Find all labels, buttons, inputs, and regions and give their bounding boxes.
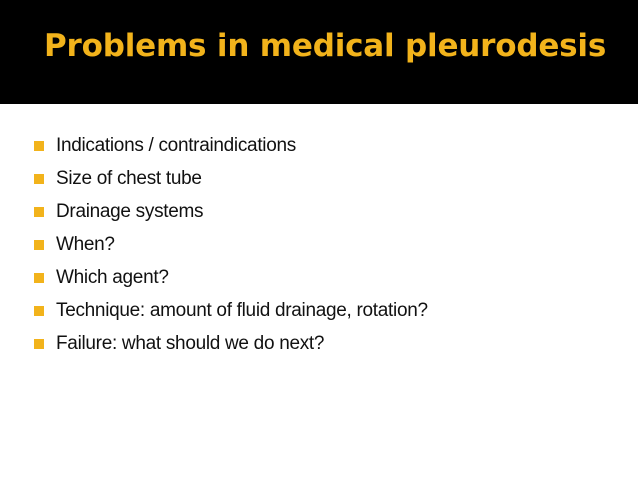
square-bullet-icon — [34, 174, 44, 184]
bullet-item — [34, 195, 428, 228]
bullet-text: Failure: what should we do next? — [56, 332, 325, 354]
square-bullet-icon — [34, 306, 44, 316]
bullet-text: Technique: amount of fluid drainage, rotation? — [56, 299, 428, 321]
title-band — [0, 0, 638, 104]
bullet-text: Indications / contraindications — [56, 134, 296, 156]
square-bullet-icon — [34, 207, 44, 217]
bullet-item — [34, 228, 428, 261]
square-bullet-icon — [34, 141, 44, 151]
bullet-text: Which agent? — [56, 266, 169, 288]
square-bullet-icon — [34, 273, 44, 283]
bullet-list — [34, 129, 428, 360]
square-bullet-icon — [34, 240, 44, 250]
bullet-item — [34, 129, 428, 162]
square-bullet-icon — [34, 339, 44, 349]
bullet-item — [34, 294, 428, 327]
bullet-text: Drainage systems — [56, 200, 204, 222]
bullet-item — [34, 261, 428, 294]
slide-title: Problems in medical pleurodesis — [44, 28, 607, 64]
bullet-text: When? — [56, 233, 115, 255]
bullet-item — [34, 162, 428, 195]
bullet-item — [34, 327, 428, 360]
bullet-text: Size of chest tube — [56, 167, 202, 189]
